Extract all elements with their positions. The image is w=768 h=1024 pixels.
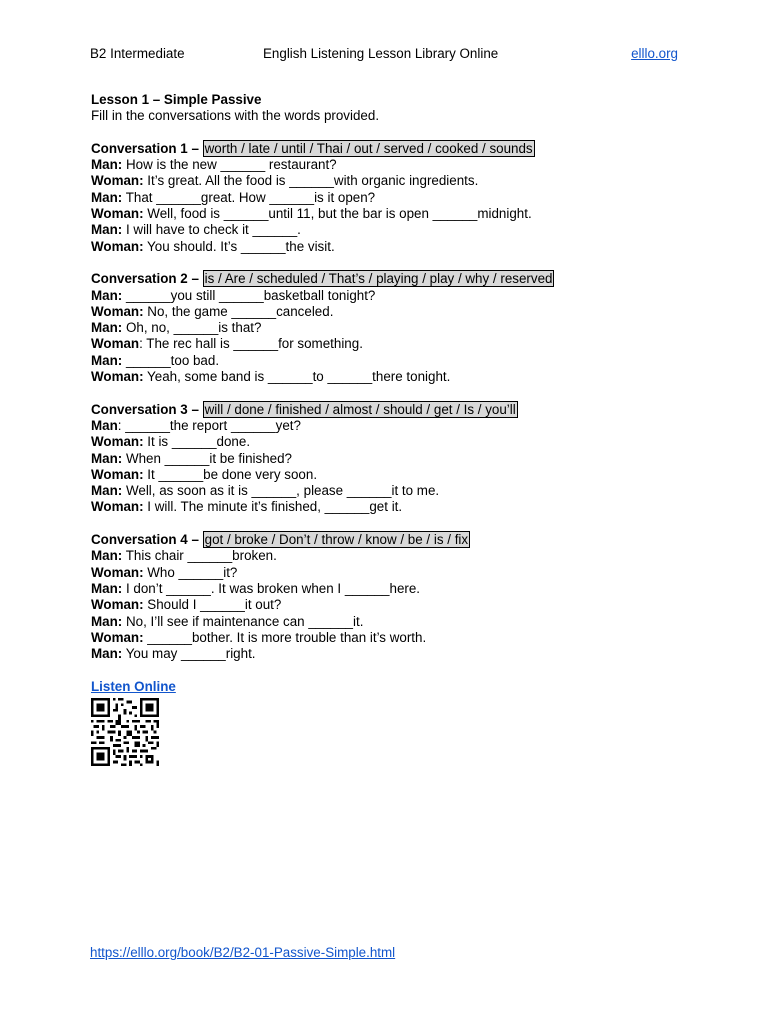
word-bank: worth / late / until / Thai / out / served / cooked / sounds — [204, 140, 533, 156]
speaker: Woman: — [91, 238, 144, 254]
speaker: Woman: — [91, 629, 144, 645]
speaker: Woman: — [91, 206, 144, 222]
dialogue-text: : ______the report ______yet? — [117, 417, 301, 433]
dialogue-text: : The rec hall is ______for something. — [139, 336, 363, 352]
dialogue-text: How is the new ______ restaurant? — [122, 157, 337, 173]
dialogue-line — [91, 499, 691, 515]
dialogue-text: Who ______it? — [143, 564, 238, 580]
dialogue-line — [91, 369, 691, 385]
dialogue-line — [91, 581, 691, 597]
speaker: Man: — [91, 483, 123, 499]
speaker: Woman: — [91, 499, 144, 515]
speaker: Woman — [91, 336, 140, 352]
speaker: Man: — [91, 646, 123, 662]
dialogue-line — [91, 630, 691, 646]
conversation-heading — [91, 141, 691, 157]
listen-online-link[interactable]: Listen Online — [91, 678, 176, 694]
dialogue-text: ______too bad. — [122, 352, 220, 368]
dialogue-line — [91, 451, 691, 467]
dialogue-line — [91, 304, 691, 320]
dialogue-line — [91, 565, 691, 581]
speaker: Woman: — [91, 564, 144, 580]
conversation-title: Conversation 2 – — [91, 271, 203, 287]
lesson-content — [91, 92, 691, 769]
speaker: Man: — [91, 613, 123, 629]
speaker: Woman: — [91, 434, 144, 450]
speaker: Man: — [91, 287, 123, 303]
dialogue-text: No, the game ______canceled. — [143, 303, 334, 319]
speaker: Man: — [91, 352, 123, 368]
dialogue-text: I will. The minute it’s finished, ______get it. — [143, 499, 403, 515]
word-bank: is / Are / scheduled / That’s / playing / play / why / reserved — [204, 271, 553, 287]
word-bank: got / broke / Don’t / throw / know / be / is / fix — [204, 532, 469, 548]
lesson-instructions: Fill in the conversations with the words provided. — [91, 108, 380, 124]
lesson-title: Lesson 1 – Simple Passive — [91, 92, 262, 107]
speaker: Woman: — [91, 369, 144, 385]
dialogue-line — [91, 222, 691, 238]
qr-code-icon[interactable] — [91, 698, 159, 766]
dialogue-text: It is ______done. — [143, 434, 251, 450]
conversation-1 — [91, 141, 691, 255]
library-title: English Listening Lesson Library Online — [263, 46, 499, 61]
speaker: Man — [91, 417, 118, 433]
page-header — [90, 46, 678, 64]
site-link[interactable]: elllo.org — [631, 46, 678, 61]
conversation-3 — [91, 402, 691, 516]
dialogue-line — [91, 336, 691, 352]
dialogue-text: Should I ______it out? — [143, 597, 282, 613]
dialogue-text: ______bother. It is more trouble than it’s worth. — [143, 629, 427, 645]
dialogue-text: Oh, no, ______is that? — [122, 320, 262, 336]
dialogue-text: It ______be done very soon. — [143, 466, 318, 482]
dialogue-line — [91, 646, 691, 662]
speaker: Man: — [91, 222, 123, 238]
dialogue-line — [91, 597, 691, 613]
speaker: Woman: — [91, 466, 144, 482]
dialogue-line — [91, 434, 691, 450]
dialogue-text: ______you still ______basketball tonight? — [122, 287, 376, 303]
word-bank: will / done / finished / almost / should / get / Is / you’ll — [204, 401, 516, 417]
speaker: Man: — [91, 157, 123, 173]
speaker: Man: — [91, 189, 123, 205]
dialogue-line — [91, 190, 691, 206]
conversation-heading — [91, 271, 691, 287]
dialogue-line — [91, 157, 691, 173]
dialogue-text: Well, as soon as it is ______, please ______it to me. — [122, 483, 440, 499]
conversation-heading — [91, 532, 691, 548]
dialogue-line — [91, 614, 691, 630]
conversation-4 — [91, 532, 691, 662]
dialogue-text: That ______great. How ______is it open? — [122, 189, 376, 205]
dialogue-text: It’s great. All the food is ______with organic ingredients. — [143, 173, 479, 189]
dialogue-line — [91, 320, 691, 336]
dialogue-line — [91, 548, 691, 564]
dialogue-text: Well, food is ______until 11, but the bar is open ______midnight. — [143, 206, 532, 222]
dialogue-line — [91, 206, 691, 222]
level-label: B2 Intermediate — [90, 46, 185, 61]
dialogue-line — [91, 288, 691, 304]
conversation-heading — [91, 402, 691, 418]
dialogue-line — [91, 239, 691, 255]
dialogue-line — [91, 173, 691, 189]
dialogue-text: You may ______right. — [122, 646, 256, 662]
footer-url-link[interactable]: https://elllo.org/book/B2/B2-01-Passive-Simple.html — [90, 945, 396, 960]
speaker: Man: — [91, 320, 123, 336]
dialogue-text: No, I’ll see if maintenance can ______it. — [122, 613, 364, 629]
dialogue-line — [91, 418, 691, 434]
dialogue-text: When ______it be finished? — [122, 450, 292, 466]
speaker: Man: — [91, 450, 123, 466]
dialogue-text: I will have to check it ______. — [122, 222, 301, 238]
conversation-title: Conversation 4 – — [91, 532, 203, 548]
conversation-title: Conversation 1 – — [91, 140, 203, 156]
conversation-title: Conversation 3 – — [91, 401, 203, 417]
speaker: Woman: — [91, 303, 144, 319]
dialogue-line — [91, 467, 691, 483]
dialogue-line — [91, 353, 691, 369]
dialogue-text: This chair ______broken. — [122, 548, 277, 564]
dialogue-text: Yeah, some band is ______to ______there tonight. — [143, 369, 451, 385]
speaker: Woman: — [91, 597, 144, 613]
conversation-2 — [91, 271, 691, 385]
dialogue-text: I don’t ______. It was broken when I ______here. — [122, 580, 421, 596]
dialogue-line — [91, 483, 691, 499]
speaker: Man: — [91, 548, 123, 564]
speaker: Man: — [91, 580, 123, 596]
speaker: Woman: — [91, 173, 144, 189]
dialogue-text: You should. It’s ______the visit. — [143, 238, 335, 254]
